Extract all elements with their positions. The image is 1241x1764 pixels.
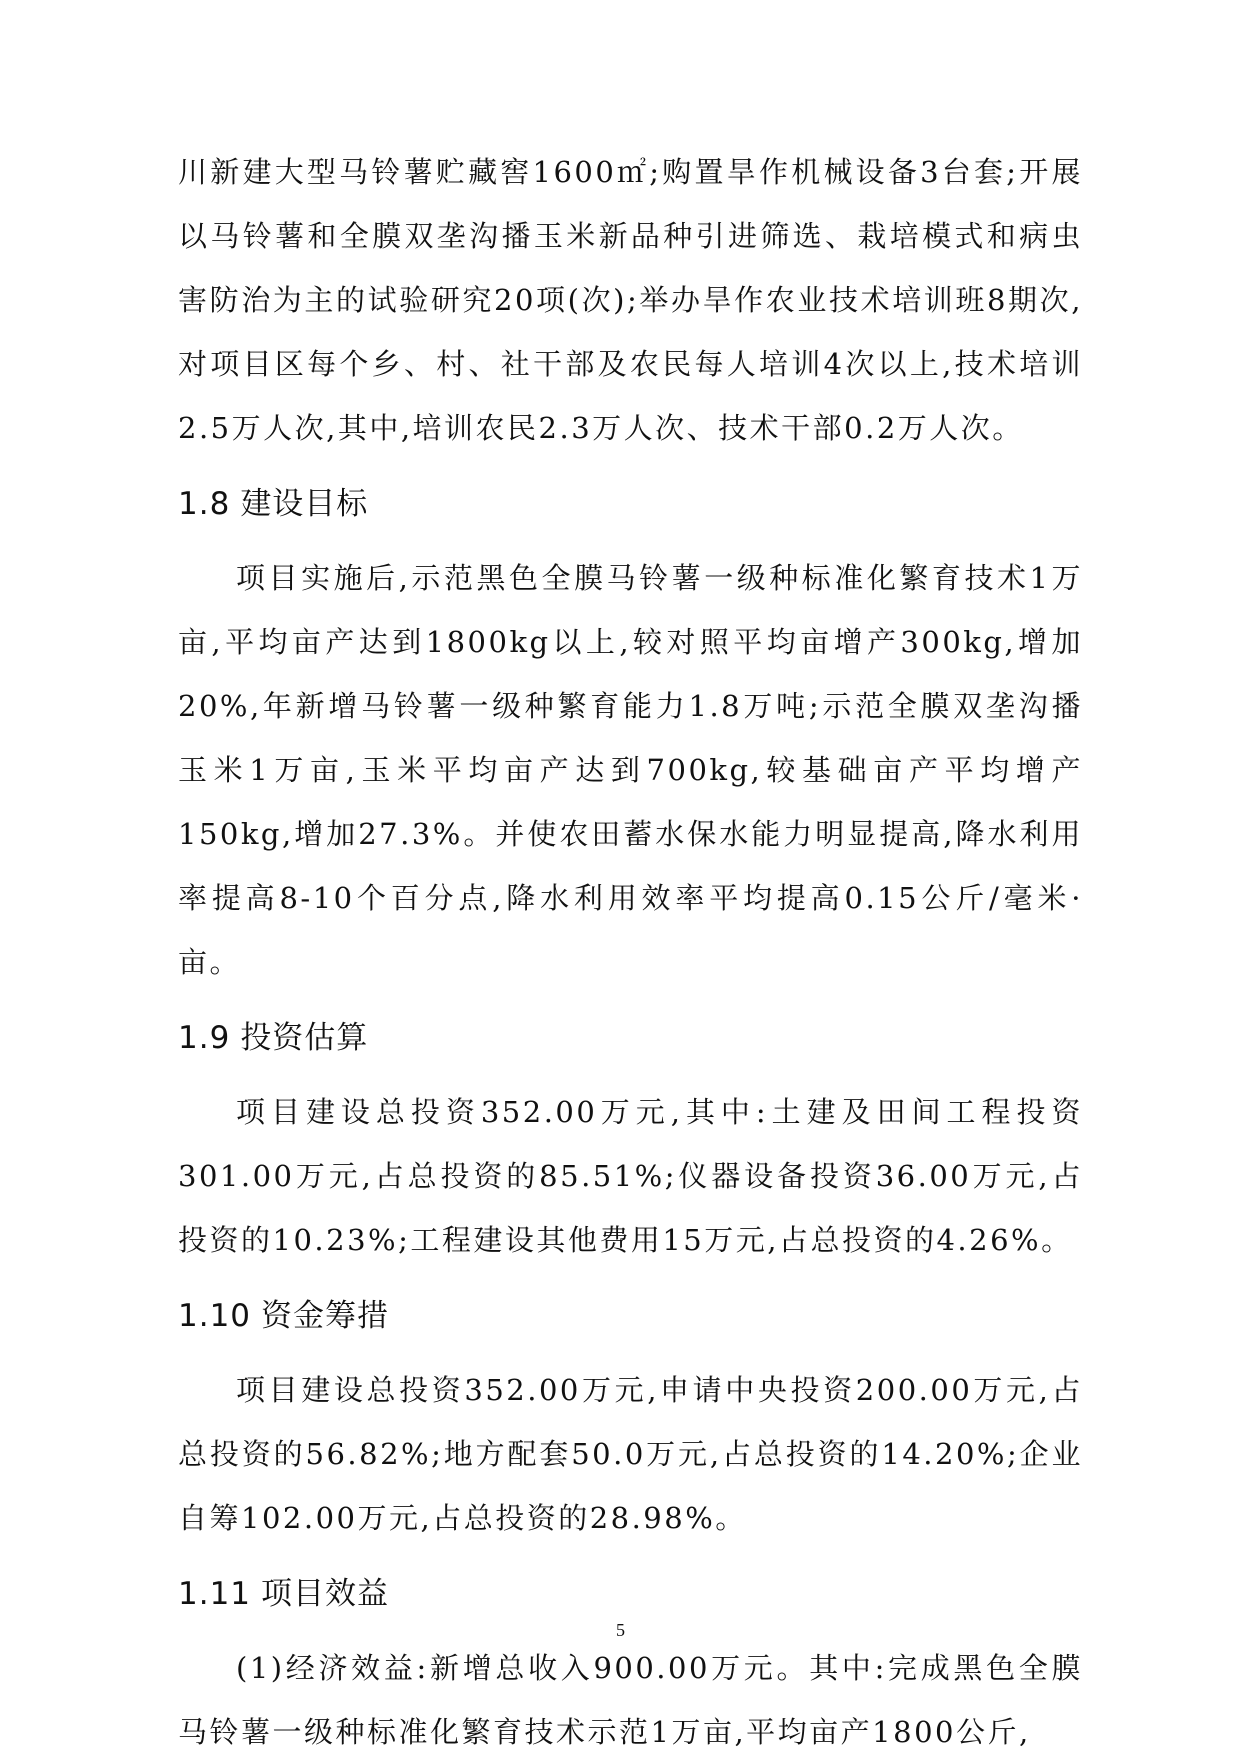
section-title: 项目效益 <box>261 1576 390 1612</box>
paragraph-construction-goals: 项目实施后,示范黑色全膜马铃薯一级种标准化繁育技术1万亩,平均亩产达到1800kg以上,较对照平均亩增产300kg,增加20%,年新增马铃薯一级种繁育能力1.8万吨;示范全膜双垄沟播玉米1万亩,玉米平均亩产达到700kg,较基础亩产平均增产150kg,增加27.3%。并使农田蓄水保水能力明显提高,降水利用率提高8-10个百分点,降水利用效率平均提高0.15公斤/毫米·亩。 <box>178 561 1083 979</box>
section-number: 1.9 <box>178 1020 231 1056</box>
section-number: 1.8 <box>178 486 231 522</box>
section-title: 建设目标 <box>240 486 369 522</box>
section-number: 1.10 <box>178 1298 252 1334</box>
section-heading-project-benefits <box>178 1574 1083 1614</box>
paragraph-investment-estimate: 项目建设总投资352.00万元,其中:土建及田间工程投资301.00万元,占总投资的85.51%;仪器设备投资36.00万元,占投资的10.23%;工程建设其他费用15万元,占总投资的4.26%。 <box>178 1095 1083 1257</box>
document-page <box>178 140 1083 1764</box>
paragraph-continued: 川新建大型马铃薯贮藏窖1600㎡;购置旱作机械设备3台套;开展以马铃薯和全膜双垄沟播玉米新品种引进筛选、栽培模式和病虫害防治为主的试验研究20项(次);举办旱作农业技术培训班8期次,对项目区每个乡、村、社干部及农民每人培训4次以上,技术培训2.5万人次,其中,培训农民2.3万人次、技术干部0.2万人次。 <box>178 155 1083 445</box>
section-heading-investment-estimate <box>178 1018 1083 1058</box>
paragraph-project-benefits: (1)经济效益:新增总收入900.00万元。其中:完成黑色全膜马铃薯一级种标准化繁育技术示范1万亩,平均亩产1800公斤, <box>178 1651 1083 1749</box>
page-number: 5 <box>616 1620 625 1640</box>
section-heading-construction-goals <box>178 484 1083 524</box>
paragraph-fund-raising: 项目建设总投资352.00万元,申请中央投资200.00万元,占总投资的56.82%;地方配套50.0万元,占总投资的14.20%;企业自筹102.00万元,占总投资的28.98%。 <box>178 1373 1083 1535</box>
section-title: 投资估算 <box>240 1020 369 1056</box>
section-title: 资金筹措 <box>261 1298 390 1334</box>
section-number: 1.11 <box>178 1576 252 1612</box>
section-heading-fund-raising <box>178 1296 1083 1336</box>
